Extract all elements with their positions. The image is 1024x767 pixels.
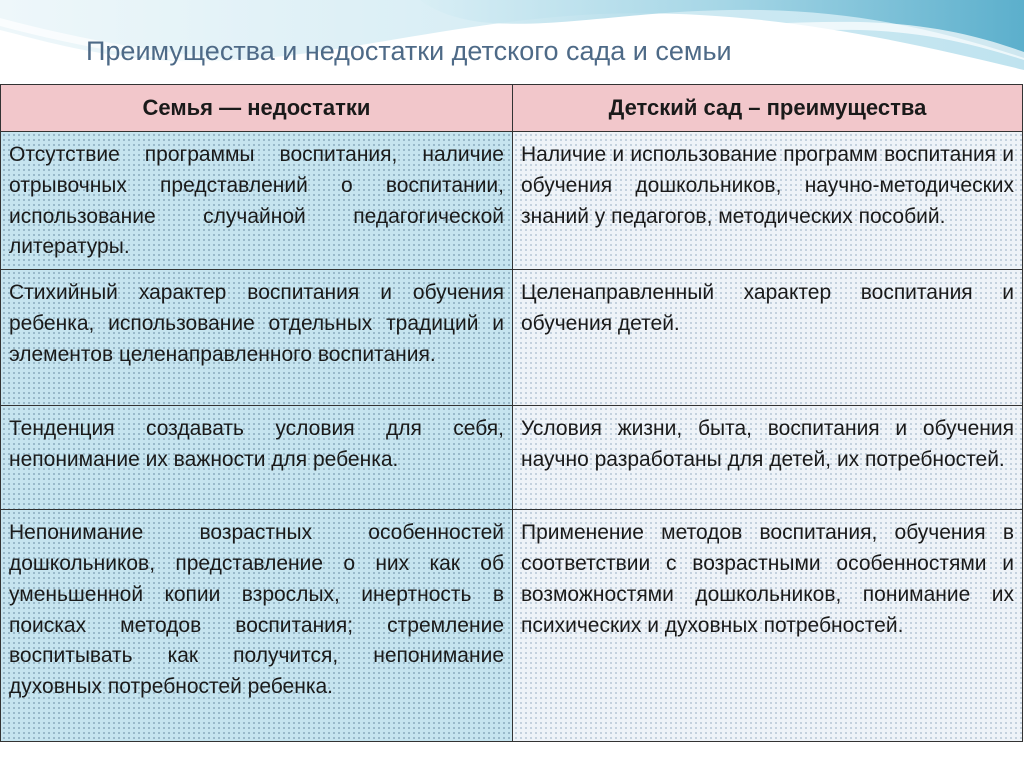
family-cell: Тенденция создавать условия для себя, непонимание их важности для ребенка. [1,406,513,510]
table-header-row [1,85,1023,132]
family-cell: Отсутствие программы воспитания, наличие отрывочных представлений о воспитании, использование случайной педагогической литературы. [1,132,513,270]
family-cell: Стихийный характер воспитания и обучения ребенка, использование отдельных традиций и элементов целенаправленного воспитания. [1,270,513,406]
family-cell: Непонимание возрастных особенностей дошкольников, представление о них как об уменьшенной копии взрослых, инертность в поисках методов воспитания; стремление воспитывать как получится, непонимание духовных потребностей ребенка. [1,510,513,742]
kindergarten-cell: Целенаправленный характер воспитания и обучения детей. [513,270,1023,406]
kindergarten-cell: Наличие и использование программ воспитания и обучения дошкольников, научно-методических знаний у педагогов, методических пособий. [513,132,1023,270]
header-kindergarten-advantages: Детский сад – преимущества [513,85,1023,132]
kindergarten-cell: Применение методов воспитания, обучения в соответствии с возрастными особенностями и возможностями дошкольников, понимание их психических и духовных потребностей. [513,510,1023,742]
kindergarten-cell: Условия жизни, быта, воспитания и обучения научно разработаны для детей, их потребностей. [513,406,1023,510]
table-row [1,270,1023,406]
table-row [1,406,1023,510]
table-row [1,132,1023,270]
comparison-table-container [0,84,1024,742]
page-title: Преимущества и недостатки детского сада и семьи [86,36,732,66]
table-row [1,510,1023,742]
comparison-table [0,84,1023,742]
header-family-disadvantages: Семья — недостатки [1,85,513,132]
